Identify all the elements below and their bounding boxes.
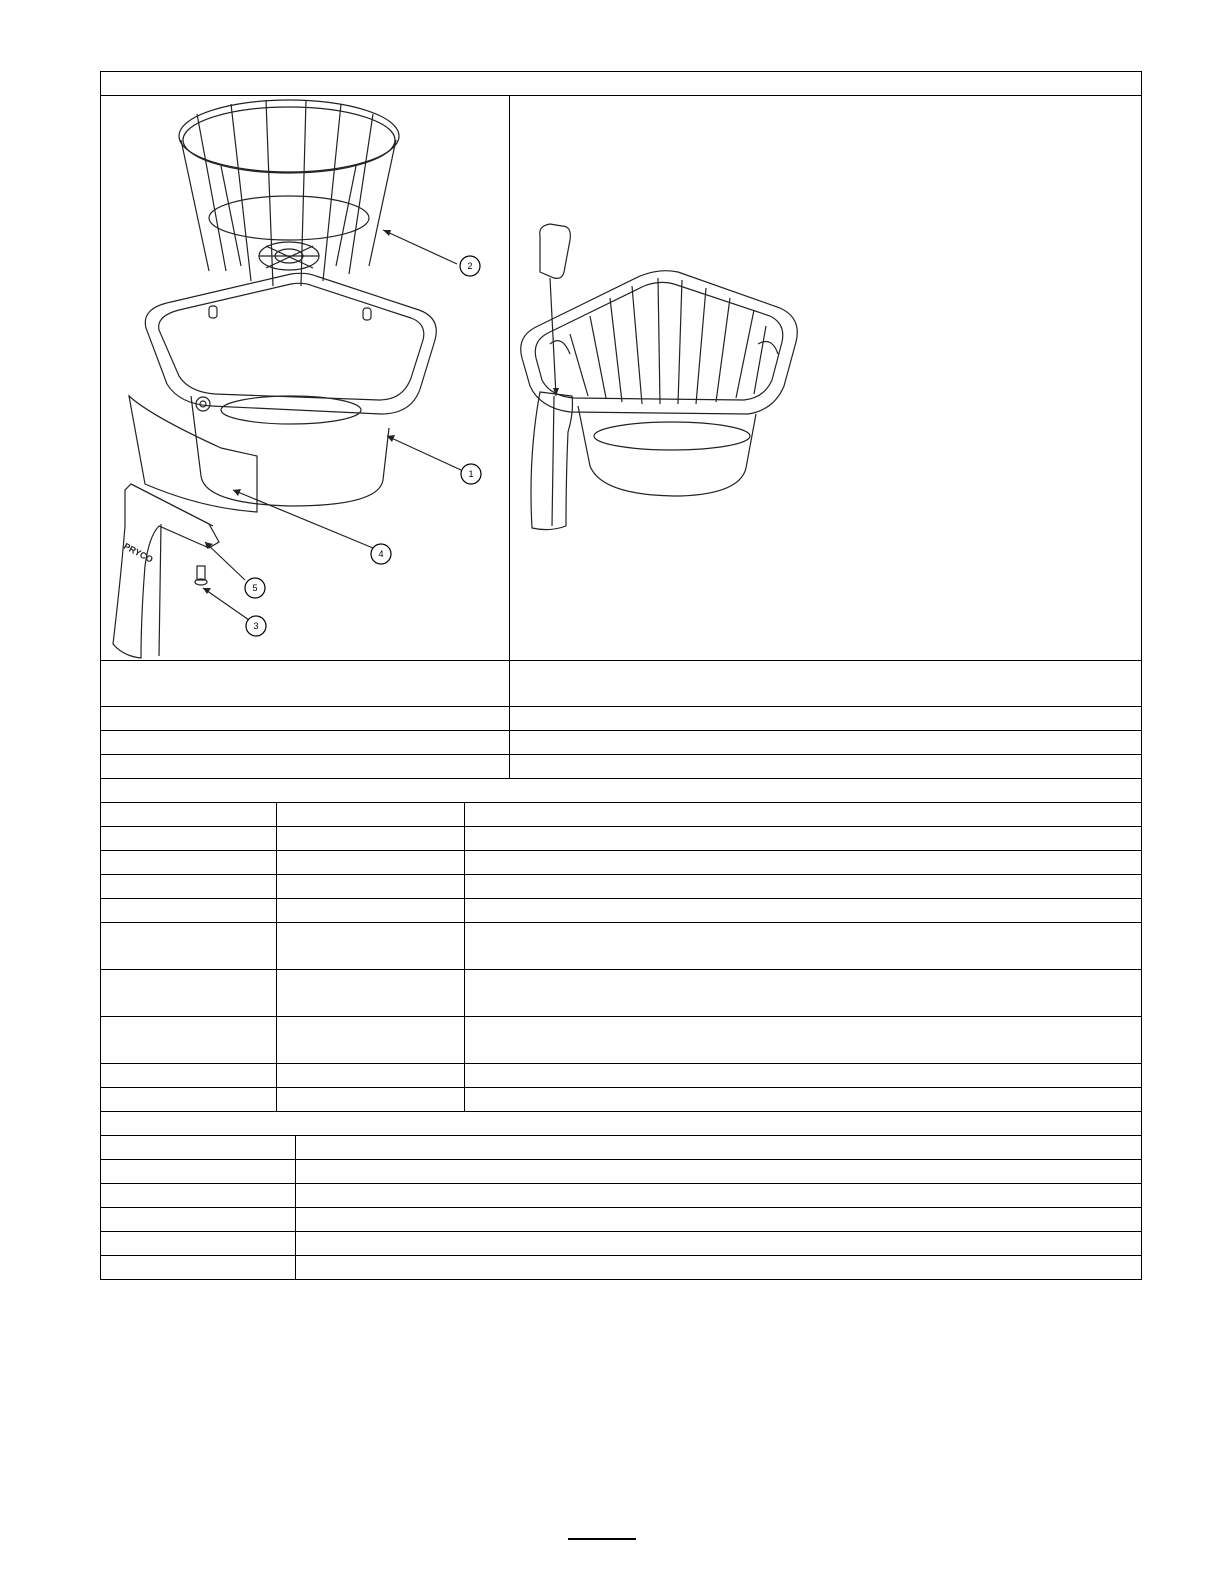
table-row [101,1064,1142,1088]
part-item [101,851,277,875]
callout-5-label: 5 [252,583,258,593]
part-item [101,875,277,899]
callout-5 [245,578,265,598]
table-row [101,1136,1142,1160]
callout-2 [460,256,480,276]
note-label [101,1232,296,1256]
table-row [101,875,1142,899]
note-label [101,1184,296,1208]
table-row [101,1256,1142,1280]
part-description [465,875,1142,899]
callout-3-label: 3 [253,621,259,631]
part-number [277,970,465,1017]
callout-1 [461,464,481,484]
table-row [101,1160,1142,1184]
part-description [465,1064,1142,1088]
table-row [101,1088,1142,1112]
callout-3 [246,616,266,636]
info-left-4 [101,755,510,779]
part-number [277,851,465,875]
part-number [277,827,465,851]
table-row [101,1184,1142,1208]
handle-logo: PRYCO [122,540,155,565]
leader-lines [203,230,461,620]
note-label [101,1160,296,1184]
screw [195,566,207,585]
part-item [101,899,277,923]
info-right-1 [510,661,1142,707]
note-value [296,1184,1142,1208]
brew-funnel [145,273,436,506]
part-description [465,1088,1142,1112]
part-number [277,1064,465,1088]
part-description [465,803,1142,827]
note-label [101,1256,296,1280]
footer-rule [568,1538,636,1540]
wire-basket [179,100,399,286]
part-description [465,899,1142,923]
table-row [101,899,1142,923]
info-right-3 [510,731,1142,755]
notes-section-title [101,1112,1142,1136]
note-value [296,1136,1142,1160]
note-value [296,1208,1142,1232]
callout-4 [371,544,391,564]
part-number [277,899,465,923]
parts-section-title [101,779,1142,803]
part-description [465,827,1142,851]
callout-2-label: 2 [467,261,473,271]
main-table [100,71,1142,1280]
part-item [101,923,277,970]
part-description [465,1017,1142,1064]
part-item [101,827,277,851]
table-row [101,970,1142,1017]
callout-4-label: 4 [378,549,384,559]
clip-tab [540,224,571,278]
part-number [277,923,465,970]
part-item [101,970,277,1017]
info-left-3 [101,731,510,755]
part-item [101,803,277,827]
handle [113,484,219,658]
table-row [101,1017,1142,1064]
part-description [465,970,1142,1017]
callout-1-label: 1 [468,469,474,479]
assembled-funnel [521,271,798,496]
table-row [101,923,1142,970]
info-right-2 [510,707,1142,731]
table-row [101,1232,1142,1256]
exploded-view-figure [101,96,510,661]
info-left-1 [101,661,510,707]
parts-sheet [100,71,1141,1280]
note-value [296,1232,1142,1256]
part-item [101,1088,277,1112]
header-title [101,72,1142,96]
assembled-view-drawing [510,96,1142,660]
table-row [101,1208,1142,1232]
table-row [101,827,1142,851]
assembled-view-figure [510,96,1142,661]
part-description [465,851,1142,875]
note-label [101,1136,296,1160]
part-item [101,1064,277,1088]
exploded-view-drawing [101,96,509,660]
info-right-4 [510,755,1142,779]
note-value [296,1160,1142,1184]
table-row [101,803,1142,827]
note-value [296,1256,1142,1280]
part-number [277,1017,465,1064]
note-label [101,1208,296,1232]
part-number [277,803,465,827]
part-number [277,1088,465,1112]
info-left-2 [101,707,510,731]
part-item [101,1017,277,1064]
table-row [101,851,1142,875]
part-number [277,875,465,899]
part-description [465,923,1142,970]
